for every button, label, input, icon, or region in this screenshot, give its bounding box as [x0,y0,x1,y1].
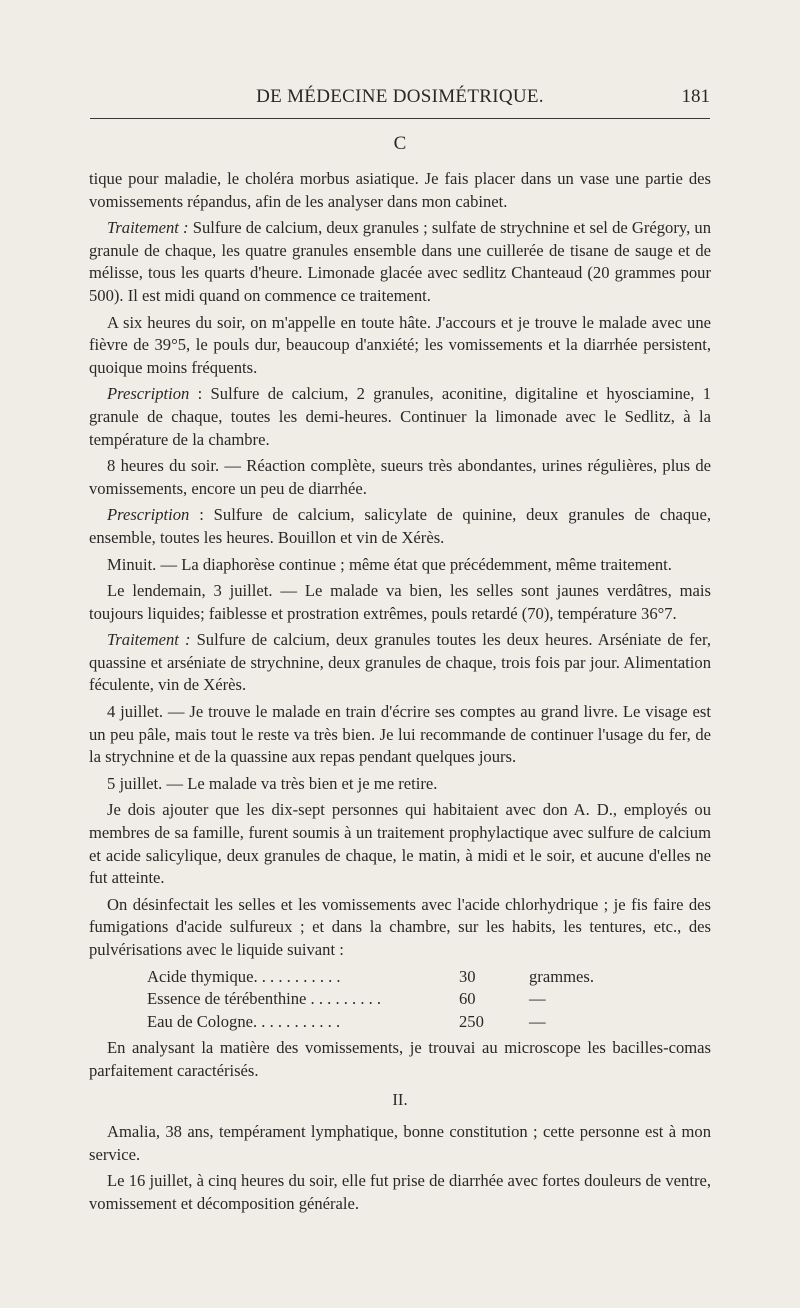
recipe-row [89,966,711,989]
paragraph: 8 heures du soir. — Réaction complète, sueurs très abondantes, urines régulières, plus de vomissements, encore un peu de diarrhée. [89,456,711,498]
recipe-unit: — [529,1011,546,1031]
paragraph [89,217,711,307]
paragraph [89,383,711,451]
signature-mark: C [393,133,407,154]
header-rule [90,118,710,119]
paragraph: Le lendemain, 3 juillet. — Le malade va bien, les selles sont jaunes verdâtres, mais toujours liquides; faiblesse et prostration extrêmes, pouls retardé (70), température 36°7. [89,581,711,623]
recipe-quantity: 250 [459,1011,484,1031]
recipe-unit: — [529,989,546,1009]
paragraph: Amalia, 38 ans, tempérament lymphatique, bonne constitution ; cette personne est à mon service. [89,1122,711,1164]
recipe-list [89,966,711,1034]
recipe-ingredient: Eau de Cologne. . . . . . . . . . . [147,1011,341,1031]
recipe-unit: grammes. [529,966,594,986]
paragraph: Le 16 juillet, à cinq heures du soir, elle fut prise de diarrhée avec fortes douleurs de ventre, vomissement et décomposition générale. [89,1171,711,1213]
italic-label: Prescription [107,384,190,404]
recipe-row [89,988,711,1011]
paragraph: 4 juillet. — Je trouve le malade en train d'écrire ses comptes au grand livre. Le visage est un peu pâle, mais tout le reste va très bien. Je lui recommande de continuer l'usage du fer, de la strychnine et de la quassine aux repas pendant quelques jours. [89,702,711,767]
paragraph: En analysant la matière des vomissements, je trouvai au microscope les bacilles-comas parfaitement caractérisés. [89,1038,711,1080]
italic-label: Traitement : [107,218,189,238]
paragraph: Je dois ajouter que les dix-sept personnes qui habitaient avec don A. D., employés ou membres de sa famille, furent soumis à un traitement prophylactique avec sulfure de calcium et acide salicylique, deux granules de chaque, le matin, à midi et le soir, et aucune d'elles ne fut atteinte. [89,800,711,888]
recipe-ingredient: Essence de térébenthine . . . . . . . . . [147,989,382,1009]
running-title: DE MÉDECINE DOSIMÉTRIQUE. [256,86,544,107]
paragraph: Minuit. — La diaphorèse continue ; même état que précédemment, même traitement. [107,554,672,574]
paragraph-text: Sulfure de calcium, deux granules ; sulfate de strychnine et sel de Grégory, un granule de chaque, les quatre granules ensemble dans une cuillerée de tisane de sauge et de mélisse, tous les quarts d'heure. Limonade glacée avec sedlitz Chanteaud (20 grammes pour 500). Il est midi quand on commence ce traitement. [89,218,711,305]
recipe-quantity: 30 [459,966,476,986]
italic-label: Prescription [107,505,190,525]
paragraph: A six heures du soir, on m'appelle en toute hâte. J'accours et je trouve le malade avec une fièvre de 39°5, le pouls dur, beaucoup d'anxiété; les vomissements et la diarrhée persistent, quoique moins fréquents. [89,312,711,377]
recipe-quantity: 60 [459,989,476,1009]
body-text [89,168,711,1220]
recipe-row [89,1011,711,1034]
paragraph: 5 juillet. — Le malade va très bien et je me retire. [107,773,438,793]
section-number: II. [392,1089,408,1109]
page-header [90,86,710,110]
recipe-ingredient: Acide thymique. . . . . . . . . . . [147,966,341,986]
page-number: 181 [681,86,710,107]
paragraph: tique pour maladie, le choléra morbus asiatique. Je fais placer dans un vase une partie des vomissements répandus, afin de les analyser dans mon cabinet. [89,169,711,211]
italic-label: Traitement : [107,630,191,650]
paragraph: On désinfectait les selles et les vomissements avec l'acide chlorhydrique ; je fis faire des fumigations d'acide sulfureux ; et dans la chambre, sur les habits, les tentures, etc., des pulvérisations avec le liquide suivant : [89,894,711,959]
paragraph-text: : Sulfure de calcium, salicylate de quinine, deux granules de chaque, ensemble, toutes les heures. Bouillon et vin de Xérès. [89,505,711,547]
paragraph-text: : Sulfure de calcium, 2 granules, aconitine, digitaline et hyosciamine, 1 granule de chaque, toutes les demi-heures. Continuer la limonade avec le Sedlitz, à la température de la chambre. [89,384,711,449]
paragraph-text: Sulfure de calcium, deux granules toutes les deux heures. Arséniate de fer, quassine et arséniate de strychnine, deux granules de chaque, trois fois par jour. Alimentation féculente, vin de Xérès. [89,630,711,695]
paragraph [89,629,711,697]
paragraph [89,504,711,549]
